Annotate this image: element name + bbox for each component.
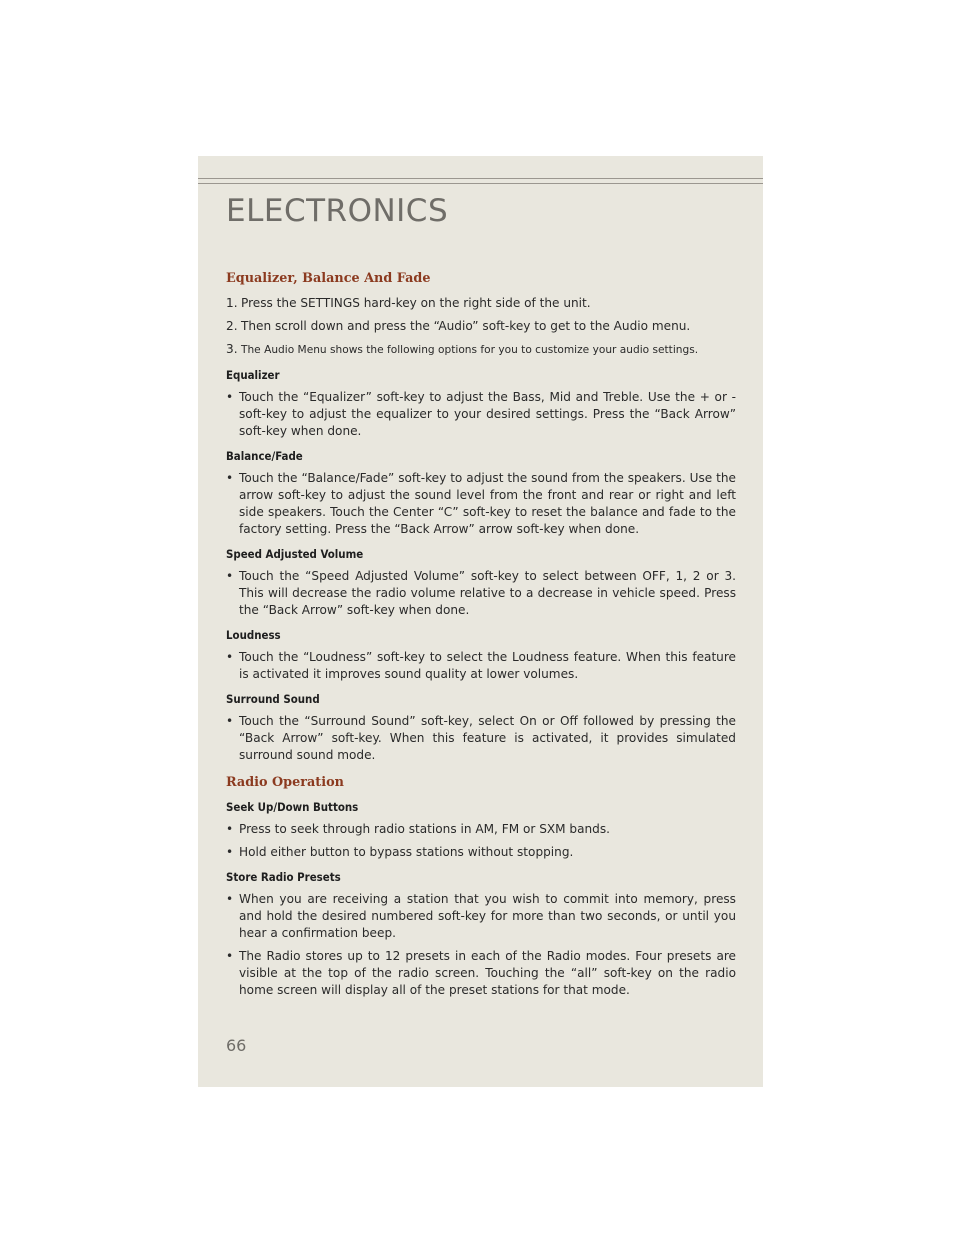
list-item: • Touch the “Equalizer” soft-key to adjust the Bass, Mid and Treble. Use the + or - soft-key to adjust the equalizer to your desired settings. Press the “Back Arrow” soft-key when done. — [226, 390, 736, 438]
heading-radio-operation: Radio Operation — [226, 775, 344, 790]
list-item: • The Radio stores up to 12 presets in each of the Radio modes. Four presets are visible at the top of the radio screen. Touching the “all” soft-key on the radio home screen will display all of the preset stations for that mode. — [226, 949, 736, 997]
list-item: • Touch the “Speed Adjusted Volume” soft-key to select between OFF, 1, 2 or 3. This will decrease the radio volume relative to a decrease in vehicle speed. Press the “Back Arrow” soft-key when done. — [226, 569, 736, 617]
subheading-equalizer: Equalizer — [226, 368, 280, 382]
subheading-seek-buttons: Seek Up/Down Buttons — [226, 800, 359, 814]
section-title: ELECTRONICS — [226, 193, 449, 229]
list-item: • Press to seek through radio stations in AM, FM or SXM bands. — [226, 822, 611, 836]
list-item: • Touch the “Surround Sound” soft-key, select On or Off followed by pressing the “Back Arrow” soft-key. When this feature is activated, it provides simulated surround sound mode. — [226, 714, 736, 762]
header-rule-bottom — [198, 183, 763, 184]
step-1: 1. Press the SETTINGS hard-key on the right side of the unit. — [226, 296, 591, 310]
step-2: 2. Then scroll down and press the “Audio” soft-key to get to the Audio menu. — [226, 319, 691, 333]
subheading-loudness: Loudness — [226, 628, 281, 642]
subheading-surround-sound: Surround Sound — [226, 692, 320, 706]
subheading-speed-adjusted-volume: Speed Adjusted Volume — [226, 547, 364, 561]
subheading-balance-fade: Balance/Fade — [226, 449, 303, 463]
step-3: 3. The Audio Menu shows the following options for you to customize your audio settings. — [226, 342, 699, 356]
heading-equalizer-balance-fade: Equalizer, Balance And Fade — [226, 271, 431, 286]
subheading-store-radio-presets: Store Radio Presets — [226, 870, 341, 884]
list-item: • Touch the “Loudness” soft-key to select the Loudness feature. When this feature is activated it improves sound quality at lower volumes. — [226, 650, 736, 681]
list-item: • When you are receiving a station that you wish to commit into memory, press and hold the desired numbered soft-key for more than two seconds, or until you hear a confirmation beep. — [226, 892, 736, 940]
list-item: • Touch the “Balance/Fade” soft-key to adjust the sound from the speakers. Use the arrow soft-key to adjust the sound level from the front and rear or right and left side speakers. Touch the Center “C” soft-key to reset the balance and fade to the factory setting. Press the “Back Arrow” arrow soft-key when done. — [226, 471, 736, 536]
page-number: 66 — [226, 1036, 247, 1055]
page-content — [226, 270, 736, 1005]
list-item: • Hold either button to bypass stations without stopping. — [226, 845, 574, 859]
manual-page — [198, 156, 763, 1087]
header-rule-top — [198, 178, 763, 179]
